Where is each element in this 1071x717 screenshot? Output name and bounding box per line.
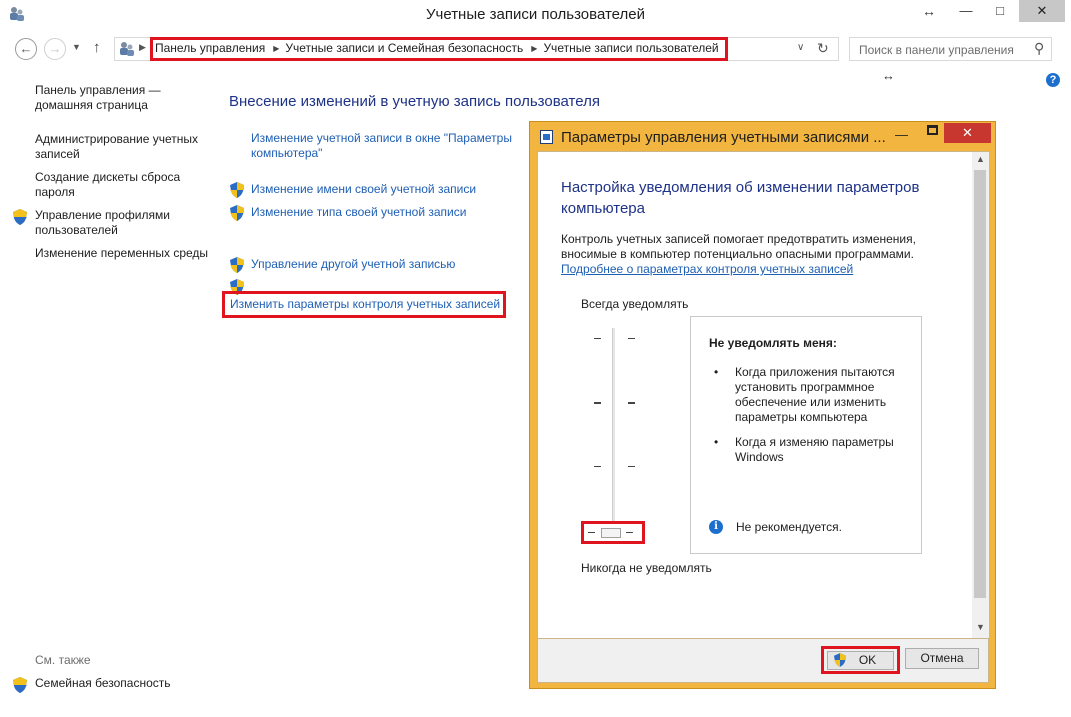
sidebar [0,70,215,717]
help-icon[interactable]: ? [1046,73,1060,87]
sidebar-item-reset-disk[interactable]: Создание дискеты сброса пароля [35,170,181,199]
uac-link-highlight [222,291,506,318]
see-also-heading: См. также [35,653,91,667]
scroll-thumb[interactable] [974,170,986,598]
level-bullet-text: Когда я изменяю параметры Windows [735,435,894,464]
slider-top-label: Всегда уведомлять [581,297,689,311]
close-button[interactable]: ✕ [1019,0,1065,22]
bullet-icon: • [714,435,719,449]
maximize-button[interactable]: □ [996,3,1004,18]
uac-window-icon [540,130,553,144]
info-icon: i [709,520,723,534]
address-bar[interactable] [114,37,839,61]
bullet-icon: • [714,365,719,379]
shield-icon [13,209,27,225]
recent-locations-button[interactable]: ▼ [72,42,81,52]
slider-tick [628,338,635,339]
dialog-heading: Настройка уведомления об изменении параметров компьютера [561,179,920,217]
uac-slider-thumb[interactable] [601,528,621,538]
back-button[interactable]: ← [15,38,37,60]
slider-tick [594,402,601,404]
learn-more-link[interactable]: Подробнее о параметрах контроля учетных записей [561,262,854,276]
dialog-body [537,151,989,639]
control-panel-icon [118,41,136,57]
resize-cursor-icon: ↔ [922,3,936,19]
breadcrumb [150,37,728,61]
shield-icon [230,205,244,221]
chevron-right-icon[interactable]: ▶ [139,42,146,52]
dialog-minimize-button[interactable]: — [895,127,908,142]
search-input[interactable]: Поиск в панели управления [859,43,1014,57]
slider-tick [626,532,633,533]
uac-settings-dialog [529,121,996,689]
sidebar-item-env-vars[interactable]: Изменение переменных среды [35,246,209,260]
breadcrumb-user-accounts[interactable]: Учетные записи пользователей [543,41,719,55]
dialog-description: Контроль учетных записей помогает предотвратить изменения, вносимые в компьютер потенциально опасными программами. [561,232,916,261]
page-title: Внесение изменений в учетную запись пользователя [229,93,600,110]
chevron-right-icon[interactable]: ▶ [531,44,538,53]
forward-button[interactable]: → [44,38,66,60]
minimize-button[interactable]: — [959,3,973,18]
level-heading: Не уведомлять меня: [709,336,837,350]
window-titlebar [0,0,1071,30]
resize-cursor-icon: ↔ [882,68,895,83]
ok-button-label: OK [858,653,877,667]
slider-tick [588,532,595,533]
sidebar-item-profiles[interactable]: Управление профилями пользователей [35,208,170,237]
cancel-button[interactable]: Отмена [905,648,979,669]
chevron-right-icon[interactable]: ▶ [273,44,280,53]
link-uac-settings[interactable]: Изменить параметры контроля учетных записей [230,297,501,311]
dialog-titlebar [530,122,995,151]
shield-icon [13,677,27,693]
chevron-down-icon[interactable]: ∨ [797,42,805,53]
slider-bottom-label: Никогда не уведомлять [581,561,712,575]
dialog-footer [537,639,989,683]
sidebar-item-admin-accounts[interactable]: Администрирование учетных записей [35,132,199,161]
shield-icon [230,182,244,198]
level-bullet-text: Когда приложения пытаются установить программное обеспечение или изменить параметры компьютера [735,365,895,424]
link-pc-settings[interactable]: Изменение учетной записи в окне "Параметры компьютера" [251,131,512,160]
uac-slider-track[interactable] [612,328,615,528]
address-row [0,30,1071,66]
slider-tick [628,466,635,467]
shield-icon [230,257,244,273]
link-rename-account[interactable]: Изменение имени своей учетной записи [251,182,477,196]
scroll-up-icon[interactable]: ▲ [976,154,985,164]
dialog-scrollbar[interactable] [972,152,989,638]
slider-tick [594,338,601,339]
sidebar-item-home[interactable]: Панель управления — домашняя страница [35,83,161,112]
dialog-close-button[interactable]: ✕ [944,123,991,143]
breadcrumb-control-panel[interactable]: Панель управления [155,41,266,55]
link-manage-other-account[interactable]: Управление другой учетной записью [251,257,456,271]
dialog-maximize-button[interactable] [927,125,938,135]
ok-button-highlight [821,646,900,674]
level-description-panel [690,316,922,554]
ok-button[interactable] [827,651,894,670]
refresh-icon[interactable]: ↻ [817,40,829,56]
sidebar-item-family-safety[interactable]: Семейная безопасность [35,676,171,690]
slider-thumb-highlight [581,521,645,544]
window-title: Учетные записи пользователей [426,6,645,23]
dialog-title: Параметры управления учетными записями ... [561,129,886,146]
breadcrumb-accounts-family[interactable]: Учетные записи и Семейная безопасность [285,41,524,55]
search-icon[interactable]: ⚲ [1034,40,1045,56]
search-box[interactable] [849,37,1052,61]
up-button[interactable]: ↑ [93,39,101,56]
scroll-down-icon[interactable]: ▼ [976,622,985,632]
slider-tick [594,466,601,467]
slider-tick [628,402,635,404]
level-note: Не рекомендуется. [736,520,842,534]
link-change-account-type[interactable]: Изменение типа своей учетной записи [251,205,467,219]
shield-icon [834,653,846,667]
